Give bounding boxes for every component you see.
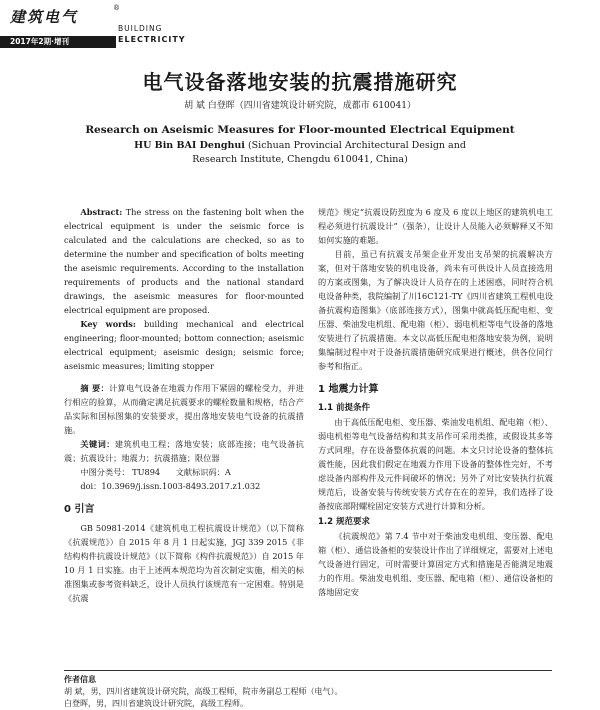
registered-mark: ® (113, 4, 120, 12)
section-heading-1: 1 地震力计算 (318, 384, 379, 395)
author-info (64, 674, 552, 710)
abstract-text-en: The stress on the fastening bolt when the electrical equipment is under the seismic force is calculated and the calculations are checked, so as to determine the number and specification of bolts meeting the aseismic requirements. According to the installation requirements of products and the national standard drawings, the aseismic measures for floor-mounted electrical equipment are proposed. (64, 207, 304, 315)
subsection-1-1-text: 由于高低压配电柜、变压器、柴油发电机组、配电箱（柜）、弱电机柜等电气设备结构和其支吊作可采用类推，或假设其多等方式同理，存在设备整体抗震的问题。本文只讨论设备的整体抗震性能，因此我们假定在地震力作用下设备的整体性完好，不考虑设备内部构件及元件间破坏的情况；另外了对比安装执行抗震规范后，设备安装与传统安装方式存在在的差异，我们选择了设备按底部附螺栓固定安装方式进行计算和分析。 (318, 417, 553, 511)
authors-cn: 胡 斌 白登晖（四川省建筑设计研究院，成都市 610041） (184, 101, 416, 111)
intro-paragraph: GB 50981-2014《建筑机电工程抗震设计规范》（以下简称《抗震规范》）自 2015 年 8 月 1 日起实施，JGJ 339 2015《非结构构件抗震设计规范》（以下简称《构件抗震规范》）自 2015 年 10 月 1 日实施。由于上述两本规范均为首次制定实施，相关的标准图集或参考资料缺乏，设计人员执行该规范有一定困难。特别是《抗震 (64, 523, 304, 603)
issue-label: 2017年2期·增刊 (0, 36, 116, 48)
keywords-text-en: building mechanical and electrical engineering; floor-mounted; bottom connection; aseismic electrical equipment; aseismic design; seismic force; aseismic measures; limiting stopper (64, 319, 304, 371)
journal-brand-cn: 建筑电气 (10, 8, 79, 26)
keywords-label-en: Key words: (80, 319, 136, 329)
subsection-heading-1-2: 1.2 规范要求 (318, 517, 371, 527)
author-info-1: 胡 斌，男，四川省建筑设计研究院，高级工程师，院市务副总工程师（电气）。 (64, 687, 343, 696)
author-names-en: HU Bin BAI Denghui (134, 140, 245, 151)
subsection-1-2-text: 《抗震规范》第 7.4 节中对于柴油发电机组、变压器、配电箱（柜）、通信设备柜的安装设计作出了详细规定，需要对上述电气设备进行固定，可时需要计算固定方式和措施是否能满足地震力的作用。柴油发电机组、变压器、配电箱（柜）、通信设备柜的落地固定安 (318, 531, 553, 597)
abstract-label-en: Abstract: (80, 207, 123, 217)
keywords-label-cn: 关键词： (80, 439, 115, 449)
document-code: 文献标识码：A (175, 467, 231, 477)
section-heading-intro: 0 引言 (64, 504, 95, 515)
right-paragraph-2: 目前，虽已有抗震支吊架企业开发出支吊架的抗震解决方案，但对于落地安装的机电设备，尚未有可供设计人员直接选用的方案或图集，为了解决设计人员存在的上述困惑，同时符合机电设备种类，我院编制了川16C121-TY《四川省建筑工程机电设备抗震构造图集》（底部连接方式），图集中就高低压配电柜、变压器、柴油发电机组、配电箱（柜）、弱电机柜等电气设备的落地安装进行了抗震措施。本文以高低压配电柜落地安装为例，说明集编制过程中对于设备抗震措施研究成果进行概述，供各位同行参考和指正。 (318, 249, 553, 371)
right-column (318, 205, 553, 599)
article-title-cn: 电气设备落地安装的抗震措施研究 (142, 70, 458, 94)
abstract-text-cn: 计算电气设备在地震力作用下紧固的螺栓受力，并进行相应的验算，从而确定满足抗震要求的螺栓数量和规格，结合产品实际和国标图集的安装要求，提出落地安装电气设备的抗震措施。 (64, 383, 304, 435)
author-affiliation-en: (Sichuan Provincial Architectural Design and (247, 140, 466, 151)
abstract-label-cn: 摘 要： (80, 383, 110, 393)
institute-en: Research Institute, Chengdu 610041, China) (192, 154, 408, 165)
abstract-en (64, 205, 304, 373)
journal-brand-en-1: BUILDING (118, 24, 163, 33)
abstract-cn (64, 381, 304, 465)
article-meta (64, 465, 304, 493)
authors-en (0, 140, 600, 151)
journal-brand-en-2: ELECTRICITY (118, 35, 186, 44)
author-info-heading: 作者信息 (64, 675, 96, 684)
right-paragraph-1: 规范》规定“抗震设防烈度为 6 度及 6 度以上地区的建筑机电工程必须进行抗震设计”（强条），让设计人员能入必须解释又不知如何实施的难题。 (318, 207, 553, 245)
left-column (64, 205, 304, 605)
keywords-text-cn: 建筑机电工程；落地安装；底部连接；电气设备抗震；抗震设计；地震力；抗震措施；限位器 (64, 439, 304, 463)
doi: doi：10.3969/j.issn.1003-8493.2017.z1.032 (80, 481, 261, 491)
clc-number: 中图分类号： TU894 (80, 467, 161, 477)
subsection-heading-1-1: 1.1 前提条件 (318, 403, 371, 413)
article-title-en: Research on Aseismic Measures for Floor-mounted Electrical Equipment (85, 124, 515, 136)
footer-rule (64, 670, 552, 671)
author-info-2: 白登晖，男，四川省建筑设计研究院，高级工程师。 (64, 699, 248, 708)
